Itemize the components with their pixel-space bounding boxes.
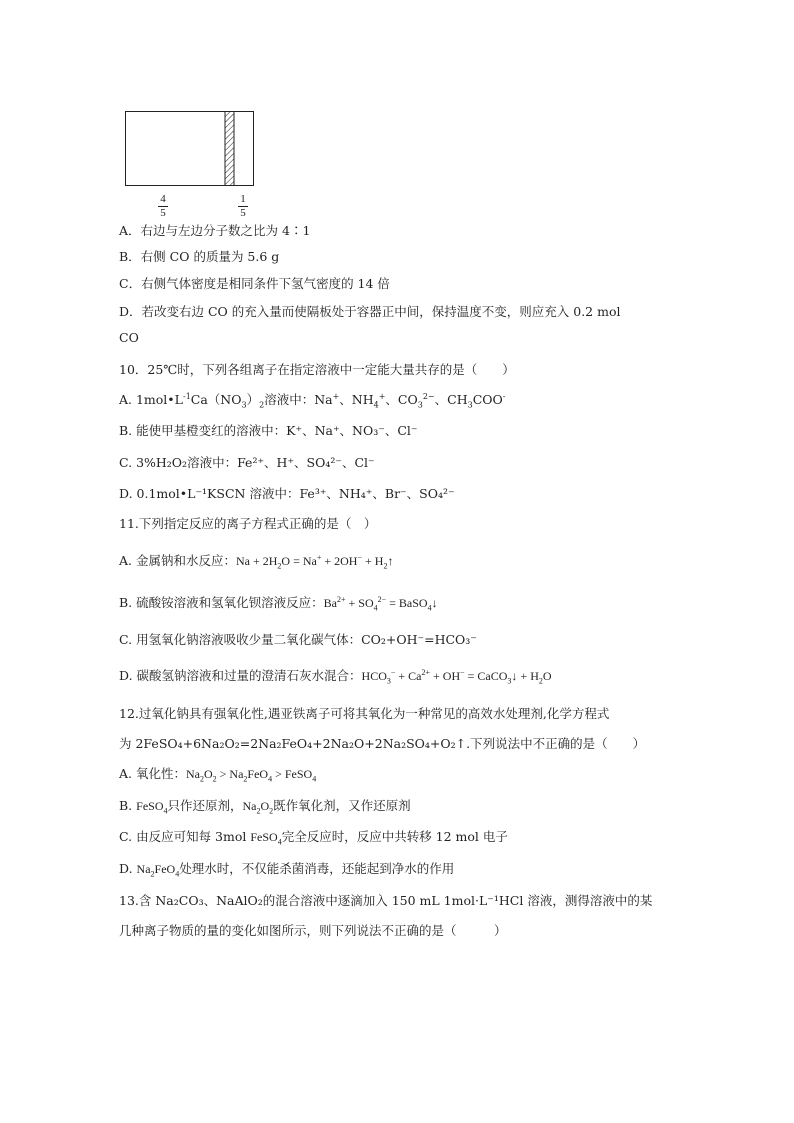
q12-option-d: D. $Na_2FeO_4$处理水时，不仅能杀菌消毒，还能起到净水的作用: [119, 861, 455, 879]
q11-option-d: D. 碳酸氢钠溶液和过量的澄清石灰水混合：$HCO_3^- + Ca^{2+} + OH^-$ = CaCO$_3$↓ + $H_2O$: [119, 668, 552, 686]
q11-option-b: B. 硫酸铵溶液和氢氧化钡溶液反应：$Ba^{2+} + SO_4^{2-}$ = BaSO$_4$↓: [119, 595, 438, 613]
q11-option-c: C. 用氢氧化钠溶液吸收少量二氧化碳气体：CO₂+OH⁻=HCO₃⁻: [119, 632, 477, 647]
q11-option-a: A. 金属钠和水反应：$Na + 2H_2O = Na^+ + 2OH^-$ + $H_2↑$: [119, 553, 394, 571]
q12-option-b: B. FeSO$_4$只作还原剂，$Na_2O_2$既作氧化剂，又作还原剂: [119, 798, 411, 816]
q12-stem-line2: 为 2FeSO₄+6Na₂O₂=2Na₂FeO₄+2Na₂O+2Na₂SO₄+O₂↑.下列说法中不正确的是（ ）: [119, 736, 646, 751]
q11-option-d-equation: $HCO_3^- + Ca^{2+} + OH^-$ = CaCO$_3$↓ + $H_2O$: [361, 668, 552, 686]
right-fraction: 1 5: [235, 194, 251, 219]
q13-stem-line1: 13.含 Na₂CO₃、NaAlO₂的混合溶液中逐滴加入 150 mL 1mol·L⁻¹HCl 溶液，测得溶液中的某: [119, 893, 653, 908]
q12-option-a: A. 氧化性：$Na_2O_2 > Na_2FeO_4$ > FeSO$_4$: [119, 766, 317, 784]
q11-option-b-equation: $Ba^{2+} + SO_4^{2-}$ = BaSO$_4$↓: [323, 595, 438, 613]
partition-container-diagram: [124, 110, 258, 190]
q9-option-b: B．右侧 CO 的质量为 5.6 g: [119, 249, 280, 264]
q10-option-d: D. 0.1mol•L⁻¹KSCN 溶液中：Fe³⁺、NH₄⁺、Br⁻、SO₄²⁻: [119, 486, 455, 501]
q11-option-a-equation: $Na + 2H_2O = Na^+ + 2OH^-$ + $H_2↑$: [235, 553, 394, 571]
q12-stem-line1: 12.过氧化钠具有强氧化性,遇亚铁离子可将其氧化为一种常见的高效水处理剂,化学方程式: [119, 706, 610, 721]
q10-option-a: A. $1mol•L^{-1}Ca(NO_3)_2$溶液中：Na+、$NH_4^+$、$CO_3^{2-}$、$CH_3COO^-$: [119, 391, 506, 410]
left-fraction: 4 5: [155, 194, 171, 219]
q9-option-c: C．右侧气体密度是相同条件下氢气密度的 14 倍: [119, 276, 390, 291]
q10-stem: 10．25℃时，下列各组离子在指定溶液中一定能大量共存的是（ ）: [119, 362, 515, 377]
partition-plate: [225, 112, 234, 186]
q13-stem-line2: 几种离子物质的量的变化如图所示，则下列说法不正确的是（ ）: [119, 923, 507, 938]
q9-option-d-line2: CO: [119, 330, 139, 345]
q10-option-b: B. 能使甲基橙变红的溶液中：K⁺、Na⁺、NO₃⁻、Cl⁻: [119, 423, 418, 438]
q9-option-a: A．右边与左边分子数之比为 4∶1: [119, 223, 311, 238]
q11-stem: 11.下列指定反应的离子方程式正确的是（ ）: [119, 516, 377, 531]
q12-option-c: C. 由反应可知每 3mol FeSO$_4$完全反应时，反应中共转移 12 mol 电子: [119, 829, 508, 847]
q12-option-a-formula: $Na_2O_2 > Na_2FeO_4$ > FeSO$_4$: [185, 767, 317, 784]
q10-option-c: C. 3%H₂O₂溶液中：Fe²⁺、H⁺、SO₄²⁻、Cl⁻: [119, 455, 375, 470]
q9-option-d-line1: D．若改变右边 CO 的充入量而使隔板处于容器正中间，保持温度不变，则应充入 0.2 mol: [119, 304, 621, 319]
